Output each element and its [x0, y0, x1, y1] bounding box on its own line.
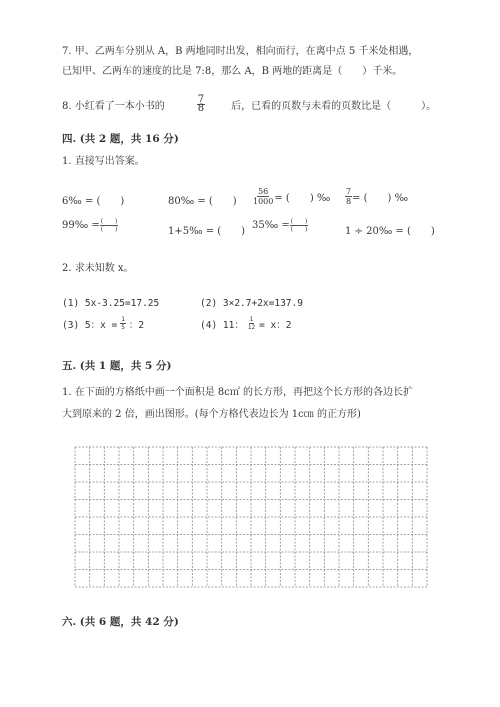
- question-7-line-1: 7. 甲、乙两车分别从 A，B 两地同时出发，相向而行，在离中点 5 千米处相遇，: [62, 46, 419, 57]
- answer-80-permille: 80‰ = ( ): [168, 196, 237, 207]
- equation-1: (1) 5x-3.25=17.25: [62, 298, 160, 309]
- fraction-denominator: 8: [197, 102, 205, 114]
- answer-6-permille: 6‰ = ( ): [62, 196, 125, 207]
- answer-blank: = ( ) ‰: [274, 193, 331, 204]
- equation-text: ：2: [128, 319, 145, 331]
- fraction-numerator: ( ): [290, 218, 308, 225]
- equation-3: [62, 316, 144, 331]
- section-4-sub-2: 2. 求未知数 x。: [62, 263, 134, 274]
- fraction-numerator: 56: [258, 187, 269, 196]
- answer-99-permille: [62, 218, 118, 233]
- section-5-q1-line-2: 大到原来的 2 倍，画出图形。(每个方格代表边长为 1c㎝ 的正方形): [62, 409, 361, 420]
- answer-blank: = ( ) ‰: [352, 193, 409, 204]
- answer-1-div-20-permille: 1 ÷ 20‰ = ( ): [345, 226, 435, 237]
- section-6-title: 六. (共 6 题，共 42 分): [62, 616, 179, 628]
- section-5-q1-line-1: 1. 在下面的方格纸中画一个面积是 8c㎡ 的长方形，再把这个长方形的各边长扩: [62, 387, 414, 398]
- fraction-denominator: ( ): [290, 226, 308, 233]
- fraction-numerator: ( ): [100, 218, 118, 225]
- question-7-line-2: 已知甲、乙两车的速度的比是 7:8，那么 A，B 两地的距离是（ ）千米。: [62, 66, 403, 77]
- answer-fraction-7-8: [345, 187, 408, 206]
- section-5-title: 五. (共 1 题，共 5 分): [62, 360, 172, 372]
- answer-35-permille: [252, 218, 308, 233]
- answer-1-plus-5-permille: 1+5‰ = ( ): [168, 226, 246, 237]
- answer-label: 35‰ =: [252, 220, 290, 231]
- fraction-numerator: 7: [346, 187, 352, 196]
- section-4-title: 四. (共 2 题，共 16 分): [62, 133, 179, 145]
- section-4-sub-1: 1. 直接写出答案。: [62, 156, 145, 167]
- equation-text: (4) 11：: [200, 319, 244, 331]
- answer-label: 99‰ =: [62, 220, 100, 231]
- question-8-suffix: 后，已看的页数与未看的页数比是（ ）。: [231, 100, 437, 112]
- equation-4: [200, 316, 291, 331]
- fraction-denominator: 8: [346, 197, 352, 206]
- question-8: [62, 92, 436, 116]
- fraction-denominator: 12: [247, 324, 256, 331]
- question-8-fraction: [197, 93, 205, 114]
- fraction-denominator: 5: [121, 324, 125, 331]
- fraction-denominator: 1000: [253, 197, 274, 206]
- answer-fraction-56-1000: [252, 187, 330, 206]
- fraction-numerator: 1: [249, 316, 254, 323]
- equation-text: = x：2: [259, 319, 292, 331]
- fraction-numerator: 7: [197, 93, 205, 105]
- equation-text: (3) 5：x =: [62, 319, 118, 331]
- grid-paper[interactable]: [74, 446, 428, 588]
- equation-2: (2) 3×2.7+2x=137.9: [200, 298, 303, 309]
- fraction-numerator: 1: [121, 316, 125, 323]
- question-8-prefix: 8. 小红看了一本小书的: [62, 100, 165, 112]
- fraction-denominator: ( ): [100, 226, 118, 233]
